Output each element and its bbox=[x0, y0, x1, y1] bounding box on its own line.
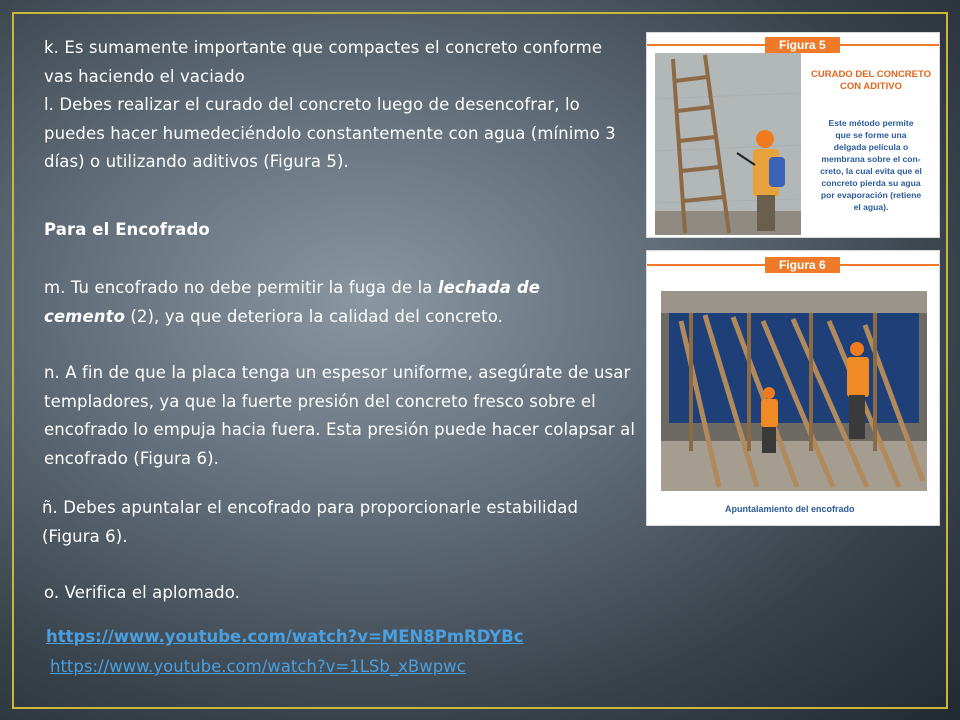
figure-5-body-line: delgada película o bbox=[833, 142, 909, 152]
figure-5-body-line: Este método permite bbox=[828, 118, 914, 128]
paragraph-enye: ñ. Debes apuntalar el encofrado para proporcionarle estabilidad (Figura 6). bbox=[42, 498, 579, 546]
youtube-link-1[interactable]: https://www.youtube.com/watch?v=MEN8PmRDYBc bbox=[46, 627, 524, 646]
figure-5-tab: Figura 5 bbox=[765, 37, 840, 53]
figure-5-body bbox=[803, 117, 939, 213]
paragraph-n: n. A fin de que la placa tenga un espesor uniforme, asegúrate de usar templadores, ya que la fuerte presión del concreto fresco sobre el encofrado lo empuja hacia fuera. Esta presión puede hacer colapsar al encofrado (Figura 6). bbox=[44, 363, 636, 468]
figure-5-title-line-1: CURADO DEL CONCRETO bbox=[811, 69, 931, 80]
ceiling-beam bbox=[661, 291, 927, 313]
paragraph-m-suffix: (2), ya que deteriora la calidad del concreto. bbox=[125, 306, 503, 326]
section-heading: Para el Encofrado bbox=[44, 220, 210, 239]
worker-1-legs bbox=[849, 395, 865, 439]
figure-6-panel bbox=[646, 250, 940, 526]
figure-5-title bbox=[805, 69, 937, 93]
figure-5-body-line: concreto pierda su agua bbox=[821, 178, 921, 188]
paragraph-l: l. Debes realizar el curado del concreto luego de desencofrar, lo puedes hacer humedeciéndolo constantemente con agua (mínimo 3 días) o utilizando aditivos (Figura 5). bbox=[44, 95, 616, 171]
youtube-link-2[interactable]: https://www.youtube.com/watch?v=1LSb_xBwpwc bbox=[50, 657, 466, 676]
figure-6-tab: Figura 6 bbox=[765, 257, 840, 273]
worker-legs bbox=[757, 195, 775, 231]
figure-5-body-line: que se forme una bbox=[835, 130, 907, 140]
worker-helmet bbox=[756, 130, 774, 148]
figure-5-photo bbox=[655, 53, 801, 235]
figure-6-photo bbox=[661, 291, 927, 491]
paragraph-o: o. Verifica el aplomado. bbox=[44, 583, 240, 602]
worker-sprayer-tank bbox=[769, 157, 785, 187]
paragraph-m-prefix: m. Tu encofrado no debe permitir la fuga de la bbox=[44, 278, 438, 297]
figure-6-caption: Apuntalamiento del encofrado bbox=[725, 504, 855, 514]
worker-2-helmet bbox=[763, 387, 775, 399]
figure-5-body-line: por evaporación (retiene bbox=[820, 190, 922, 200]
figure-5-panel bbox=[646, 32, 940, 238]
worker-1-helmet bbox=[850, 342, 864, 356]
paragraph-m bbox=[44, 274, 604, 331]
paragraph-m-emphasis: lechada de cemento bbox=[44, 278, 541, 326]
worker-2-legs bbox=[762, 427, 776, 453]
figure-5-title-line-2: CON ADITIVO bbox=[840, 81, 902, 92]
figure-5-body-line: membrana sobre el con- bbox=[821, 154, 921, 164]
figure-5-body-line: creto, la cual evita que el bbox=[820, 166, 922, 176]
figure-5-body-line: el agua). bbox=[853, 202, 889, 212]
worker-1-vest bbox=[847, 357, 869, 397]
paragraph-k: k. Es sumamente importante que compactes el concreto conforme vas haciendo el vaciado bbox=[44, 38, 603, 86]
worker-2-vest bbox=[761, 399, 778, 427]
